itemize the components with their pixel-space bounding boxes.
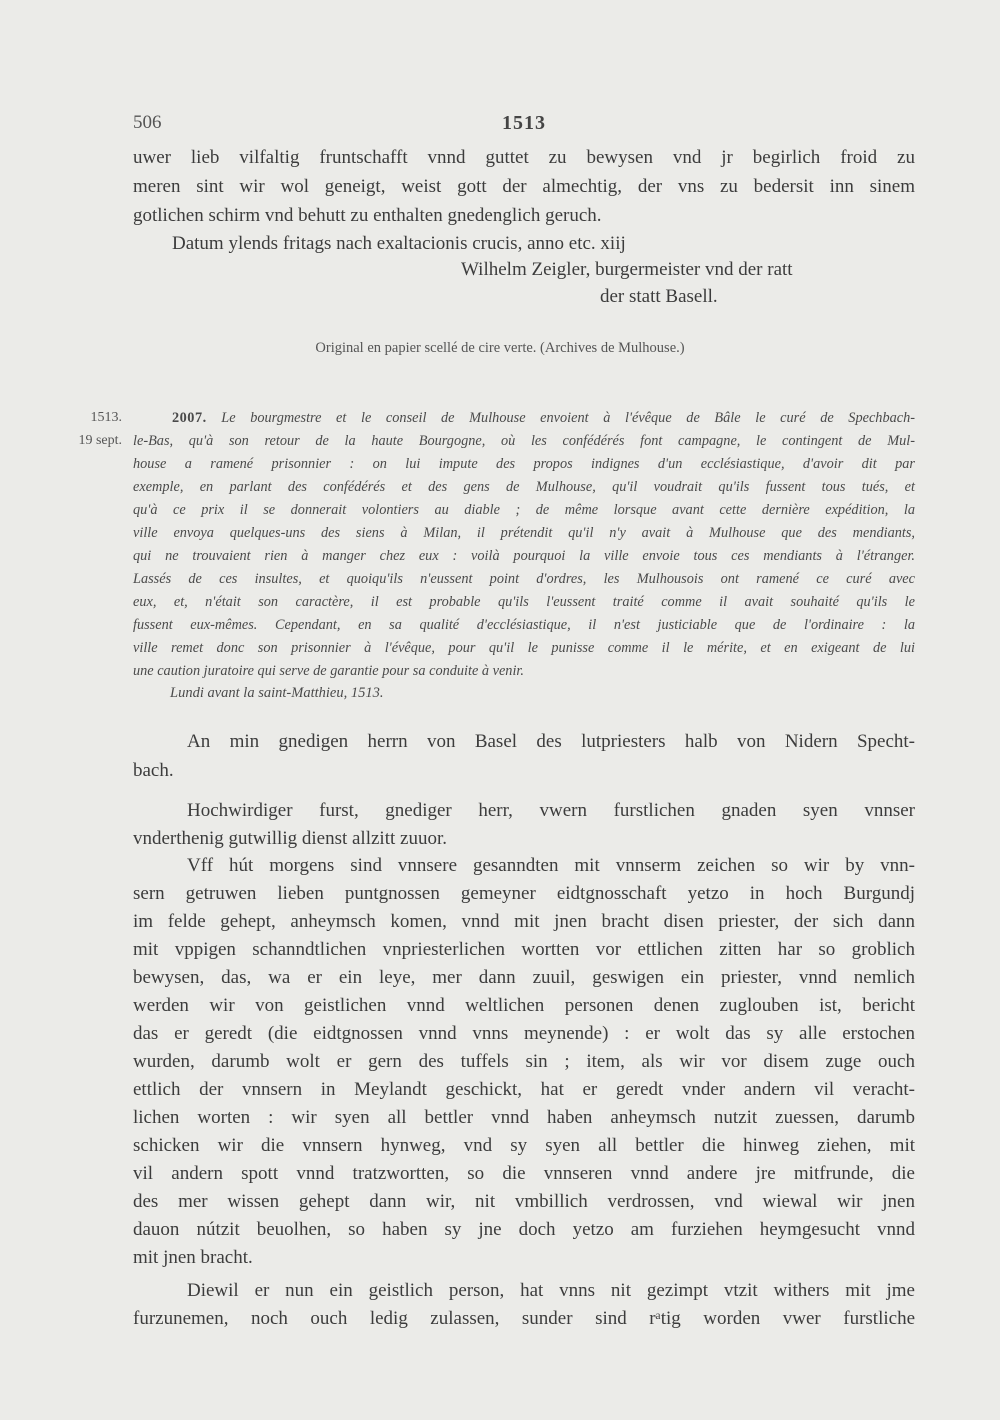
page-header — [133, 112, 915, 142]
text-line: gotlichen schirm vnd behutt zu enthalten gnedenglich geruch. — [133, 205, 602, 226]
body-line: Vff hút morgens sind vnnsere gesanndten mit vnnserm zeichen so wir by vnn- — [187, 855, 915, 876]
body-line: ettlich der vnnsern in Meylandt geschickt, hat er geredt vnder andern vil veracht- — [133, 1079, 915, 1100]
summary-line: ville remet donc son prisonnier à l'évêque, pour qu'il le punisse comme il le mérite, et en exigeant de lui — [133, 640, 915, 656]
summary-line: le-Bas, qu'à son retour de la haute Bourgogne, où les confédérés font campagne, le contingent de Mul- — [133, 433, 915, 449]
signature-line: der statt Basell. — [600, 286, 718, 307]
text-line: uwer lieb vilfaltig fruntschafft vnnd guttet zu bewysen vnd jr begirlich froid zu — [133, 147, 915, 168]
summary-line: Lassés de ces insultes, et quoiqu'ils n'eussent point d'ordres, les Mulhousois ont ramené ce curé avec — [133, 571, 915, 587]
body-line: furzunemen, noch ouch ledig zulassen, sunder sind rᵃtig worden vwer furstliche — [133, 1308, 915, 1329]
summary-text: Le bourgmestre et le conseil de Mulhouse envoient à l'évêque de Bâle le curé de Spechbach- — [221, 410, 915, 426]
body-line: lichen worten : wir syen all bettler vnnd haben anheymsch nutzit zuessen, darumb — [133, 1107, 915, 1128]
body-line: bewysen, das, wa er ein leye, mer dann zuuil, geswigen ein priester, vnnd nemlich — [133, 967, 915, 988]
page-number: 506 — [133, 112, 162, 133]
dating-clause: Datum ylends fritags nach exaltacionis crucis, anno etc. xiij — [172, 233, 626, 254]
address-line: An min gnedigen herrn von Basel des lutpriesters halb von Nidern Specht- — [187, 731, 915, 752]
margin-year: 1513. — [90, 410, 122, 425]
summary-line: fussent eux-mêmes. Cependant, en sa qualité d'ecclésiastique, il n'est justiciable que de l'ordinaire : la — [133, 617, 915, 633]
body-line: im felde gehept, anheymsch komen, vnnd mit jnen bracht disen priester, der sich dann — [133, 911, 915, 932]
body-line: Diewil er nun ein geistlich person, hat vnns nit gezimpt vtzit withers mit jme — [187, 1280, 915, 1301]
body-line: mit jnen bracht. — [133, 1247, 253, 1268]
body-line: werden wir von geistlichen vnnd weltlichen personen denen zuglouben ist, bericht — [133, 995, 915, 1016]
summary-line: ville envoya quelques-uns des siens à Milan, il prétendit qu'il n'y avait à Mulhouse que des mendiants, — [133, 525, 915, 541]
address-line: bach. — [133, 760, 174, 781]
summary-line: house a ramené prisonnier : on lui impute des propos indignes d'un ecclésiastique, d'avoir dit par — [133, 456, 915, 472]
body-line: dauon nútzit beuolhen, so haben sy jne doch yetzo am furziehen heymgesucht vnnd — [133, 1219, 915, 1240]
margin-date: 19 sept. — [78, 433, 122, 448]
body-line: vil andern spott vnnd tratzwortten, so die vnnseren vnnd andere jre mitfrunde, die — [133, 1163, 915, 1184]
source-note: Original en papier scellé de cire verte. (Archives de Mulhouse.) — [315, 340, 685, 356]
salutation-line: vnderthenig gutwillig dienst allzitt zuuor. — [133, 828, 447, 849]
body-line: schicken wir die vnnsern hynweg, vnd sy syen all bettler die hinweg ziehen, mit — [133, 1135, 915, 1156]
summary-line: eux, et, n'était son caractère, il est probable qu'ils l'eussent traité comme il avait souhaité qu'ils le — [133, 594, 915, 610]
running-head-year: 1513 — [502, 112, 546, 134]
body-line: wurden, darumb wolt er gern des tuffels sin ; item, als wir vor disem zuge ouch — [133, 1051, 915, 1072]
body-line: sern getruwen lieben puntgnossen gemeyner eidtgnosschaft yetzo in hoch Burgundj — [133, 883, 915, 904]
salutation-line: Hochwirdiger furst, gnediger herr, vwern furstlichen gnaden syen vnnser — [187, 800, 915, 821]
entry-date: Lundi avant la saint-Matthieu, 1513. — [170, 685, 384, 701]
summary-line: une caution juratoire qui serve de garantie pour sa conduite à venir. — [133, 663, 524, 679]
body-line: das er geredt (die eidtgnossen vnnd vnns meynende) : er wolt das sy alle erstochen — [133, 1023, 915, 1044]
summary-line: qu'à ce prix il se donnerait volontiers au diable ; de même lorsque avant cette dernière expédition, la — [133, 502, 915, 518]
summary-line: qui ne trouvaient rien à manger chez eux : voilà pourquoi la ville envoie tous ces mendiants à l'étranger. — [133, 548, 915, 564]
body-line: mit vppigen schanndtlichen vnpriesterlichen wortten vor ettlichen zitten har so groblich — [133, 939, 915, 960]
entry-number: 2007. — [172, 410, 207, 426]
signature-line: Wilhelm Zeigler, burgermeister vnd der ratt — [461, 259, 793, 280]
entry-summary-first-line — [172, 410, 915, 427]
body-line: des mer wissen gehept dann wir, nit vmbillich verdrossen, vnd wiewal wir jnen — [133, 1191, 915, 1212]
summary-line: exemple, en parlant des confédérés et des gens de Mulhouse, qu'il voudrait qu'ils fussent tous tués, et — [133, 479, 915, 495]
text-line: meren sint wir wol geneigt, weist gott der almechtig, der vns zu bedersit inn sinem — [133, 176, 915, 197]
